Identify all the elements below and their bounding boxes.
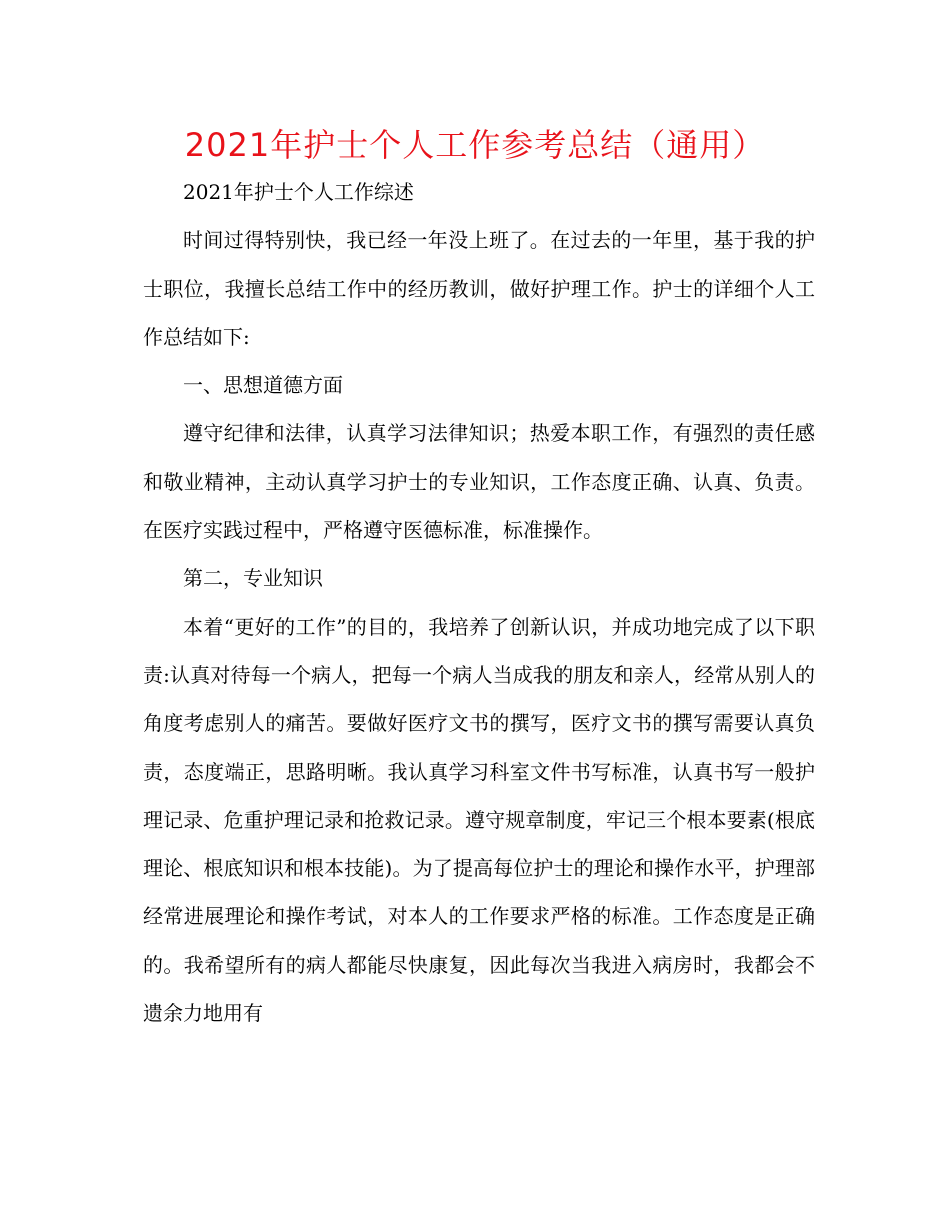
document-title: 2021年护士个人工作参考总结（通用） [184, 126, 766, 164]
section-heading-professional: 第二，专业知识 [183, 566, 323, 591]
summary-heading: 2021年护士个人工作综述 [183, 180, 414, 204]
ethics-paragraph: 遵守纪律和法律，认真学习法律知识；热爱本职工作，有强烈的责任感和敬业精神，主动认真学习护士的专业知识，工作态度正确、认真、负责。在医疗实践过程中，严格遵守医德标准，标准操作。 [143, 421, 815, 543]
professional-paragraph: 本着“更好的工作”的目的，我培养了创新认识，并成功地完成了以下职责:认真对待每一个病人，把每一个病人当成我的朋友和亲人，经常从别人的角度考虑别人的痛苦。要做好医疗文书的撰写，医疗文书的撰写需要认真负责，态度端正，思路明晰。我认真学习科室文件书写标准，认真书写一般护理记录、危重护理记录和抢救记录。遵守规章制度，牢记三个根本要素(根底理论、根底知识和根本技能)。为了提高每位护士的理论和操作水平，护理部经常进展理论和操作考试，对本人的工作要求严格的标准。工作态度是正确的。我希望所有的病人都能尽快康复，因此每次当我进入病房时，我都会不遗余力地用有 [143, 614, 815, 1026]
intro-paragraph: 时间过得特别快，我已经一年没上班了。在过去的一年里，基于我的护士职位，我擅长总结工作中的经历教训，做好护理工作。护士的详细个人工作总结如下: [143, 228, 815, 349]
document-body [143, 168, 815, 1037]
section-heading-ethics: 一、思想道德方面 [183, 373, 343, 398]
